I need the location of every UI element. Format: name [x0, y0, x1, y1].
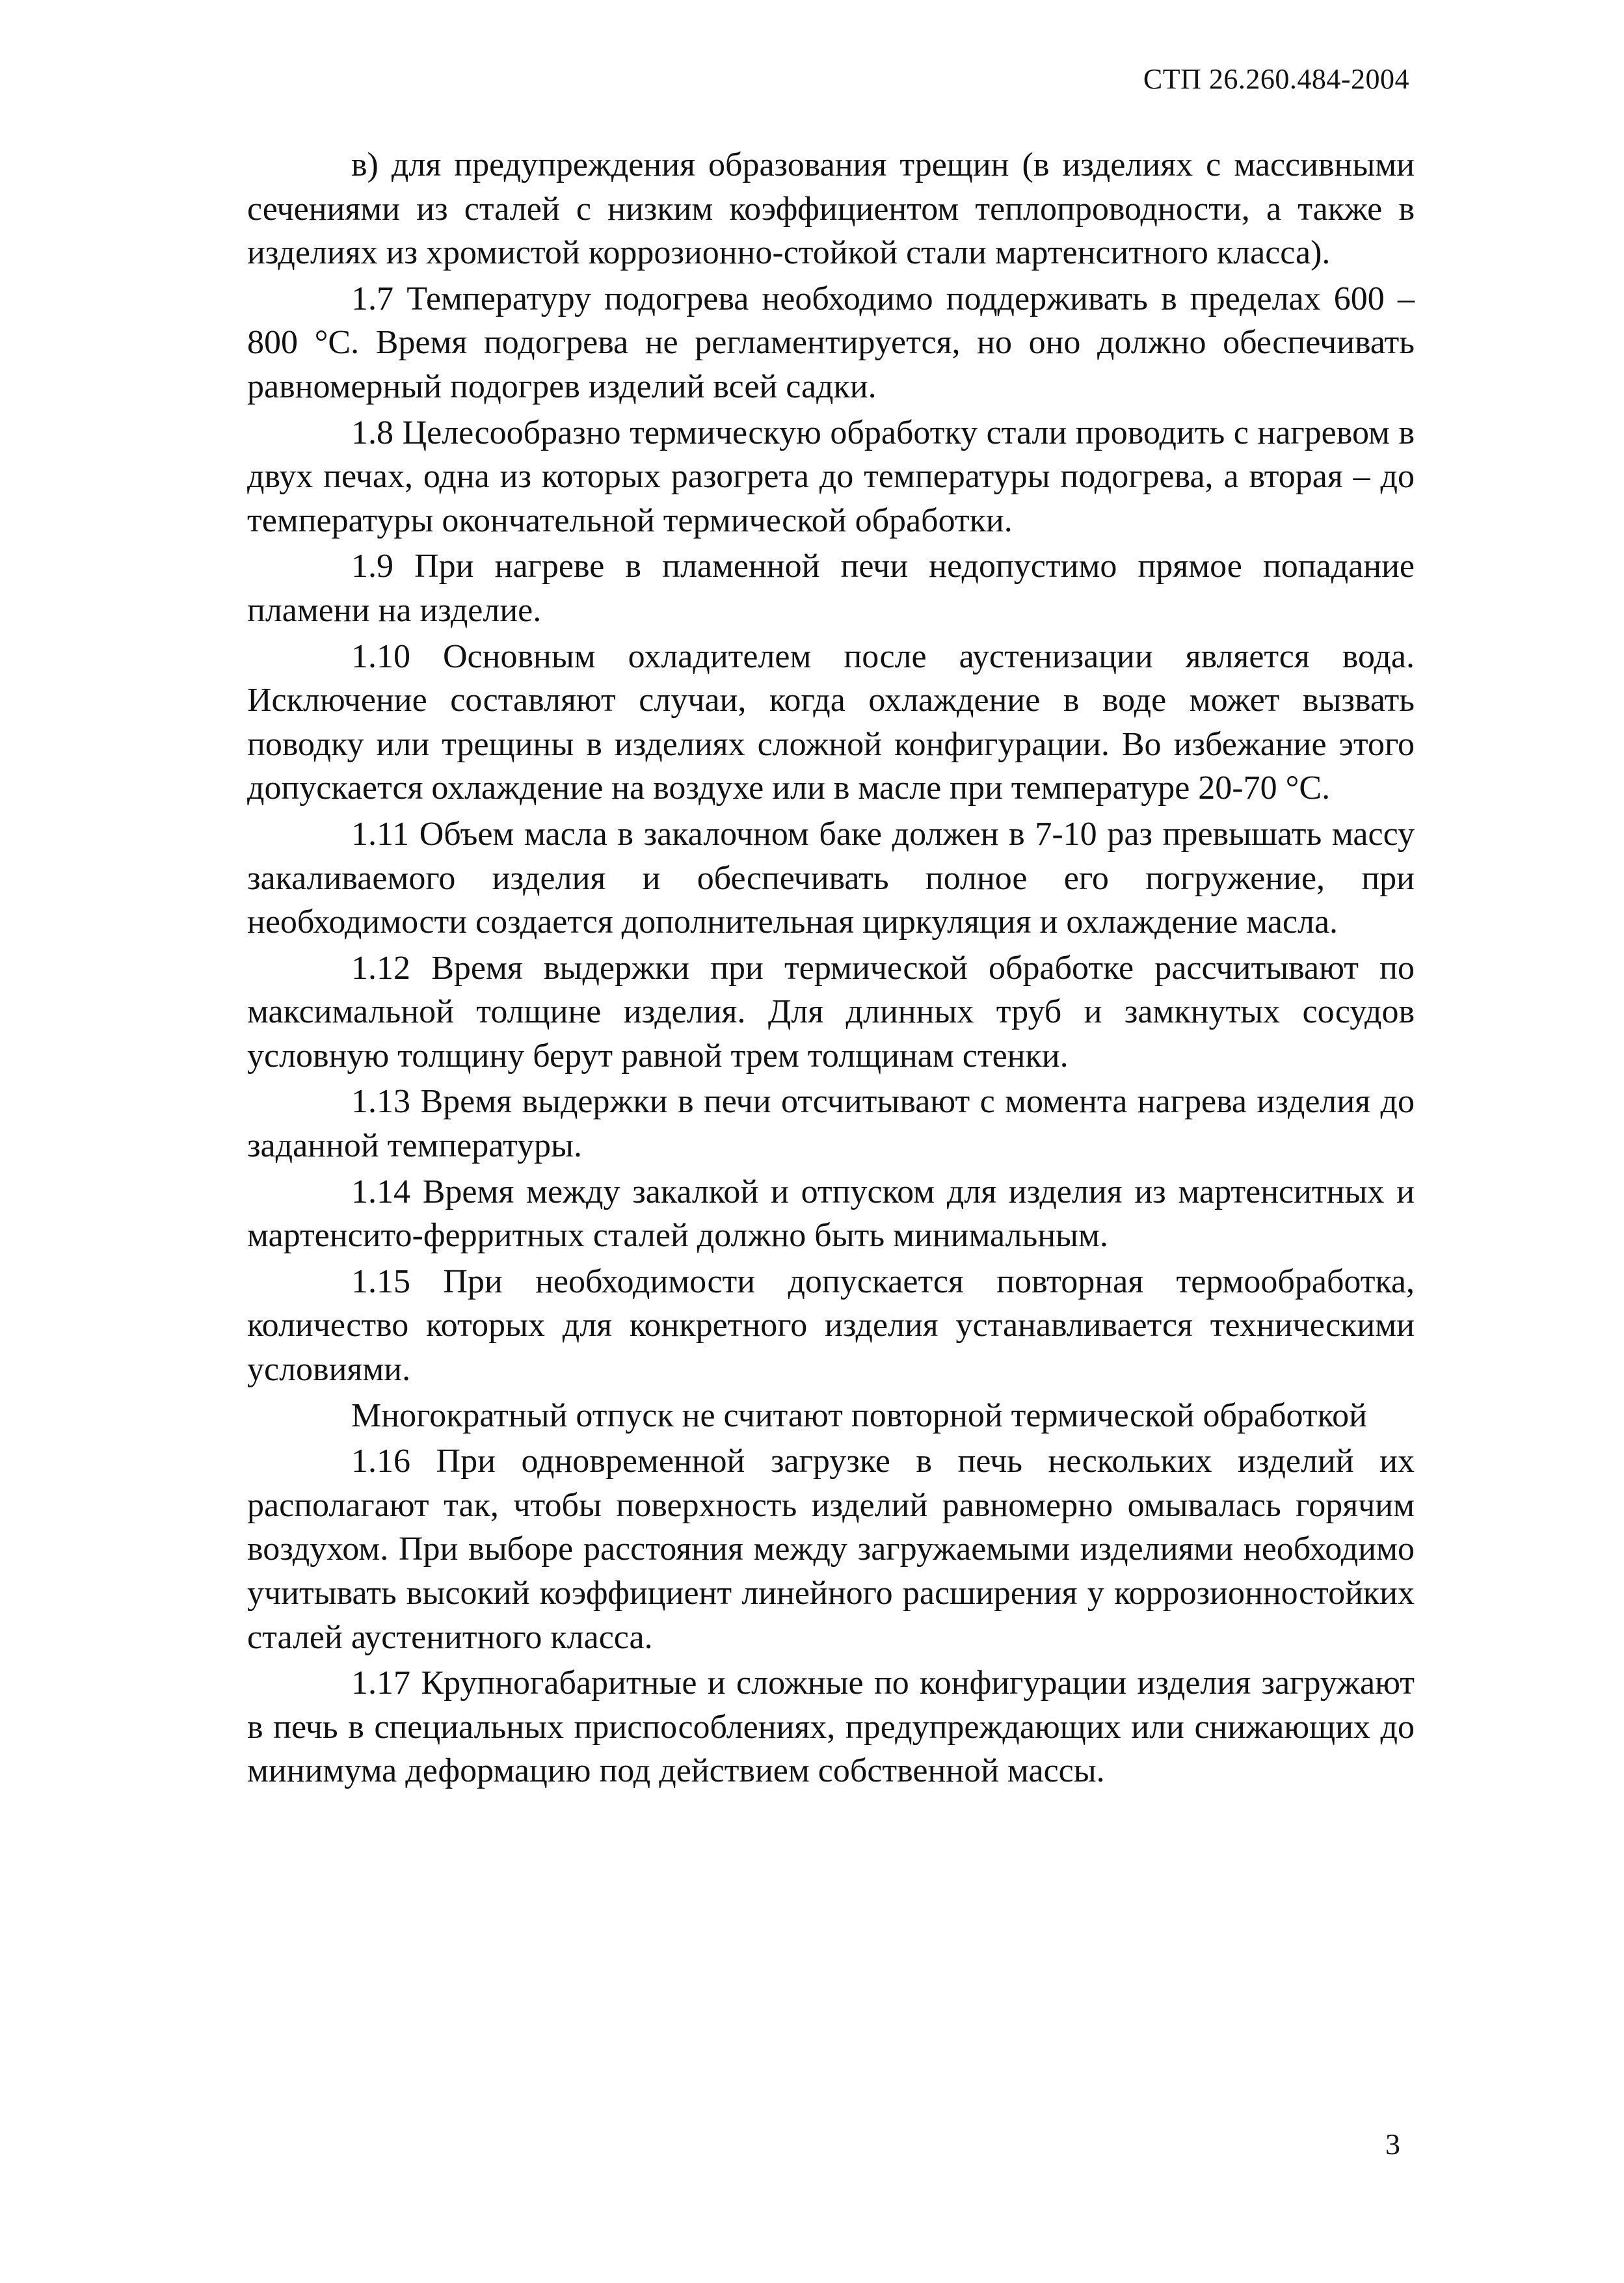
- document-code: СТП 26.260.484-2004: [1143, 63, 1409, 95]
- paragraph-1-15: 1.15 При необходимости допускается повторная термообработка, количество которых для конкретного изделия устанавливается техническими условиями.: [247, 1262, 1415, 1389]
- paragraph-1-12: 1.12 Время выдержки при термической обработке рассчитывают по максимальной толщине изделия. Для длинных труб и замкнутых сосудов условную толщину берут равной трем толщинам стенки.: [247, 949, 1415, 1075]
- paragraph-1-13: 1.13 Время выдержки в печи отсчитывают с момента нагрева изделия до заданной температуры.: [247, 1083, 1415, 1165]
- paragraph-1-9: 1.9 При нагреве в пламенной печи недопустимо прямое попадание пламени на изделие.: [247, 548, 1415, 629]
- paragraph-1-10: 1.10 Основным охладителем после аустенизации является вода. Исключение составляют случаи, когда охлаждение в воде может вызвать поводку или трещины в изделиях сложной конфигурации. Во избежание этого допускается охлаждение на воздухе или в масле при температуре 20-70 °С.: [247, 637, 1415, 807]
- paragraph-1-11: 1.11 Объем масла в закалочном баке должен в 7-10 раз превышать массу закаливаемого изделия и обеспечивать полное его погружение, при необходимости создается дополнительная циркуляция и охлаждение масла.: [247, 815, 1415, 941]
- paragraph-note-tempering: Многократный отпуск не считают повторной термической обработкой: [351, 1396, 1367, 1434]
- page-number: 3: [1385, 2128, 1400, 2161]
- paragraph-1-16: 1.16 При одновременной загрузке в печь нескольких изделий их располагают так, чтобы поверхность изделий равномерно омывалась горячим воздухом. При выборе расстояния между загружаемыми изделиями необходимо учитывать высокий коэффициент линейного расширения у коррозионностойких сталей аустенитного класса.: [247, 1443, 1415, 1656]
- paragraph-1-17: 1.17 Крупногабаритные и сложные по конфигурации изделия загружают в печь в специальных приспособлениях, предупреждающих или снижающих до минимума деформацию под действием собственной массы.: [247, 1664, 1415, 1790]
- paragraph-1-8: 1.8 Целесообразно термическую обработку стали проводить с нагревом в двух печах, одна из которых разогрета до температуры подогрева, а вторая – до температуры окончательной термической обработки.: [247, 414, 1415, 539]
- paragraph-1-7: 1.7 Температуру подогрева необходимо поддерживать в пределах 600 – 800 °С. Время подогрева не регламентируется, но оно должно обеспечивать равномерный подогрев изделий всей садки.: [247, 280, 1415, 405]
- document-body: [247, 143, 1415, 1793]
- paragraph-1-14: 1.14 Время между закалкой и отпуском для изделия из мартенситных и мартенсито-ферритных сталей должно быть минимальным.: [247, 1173, 1415, 1255]
- paragraph-list-item-v: в) для предупреждения образования трещин (в изделиях с массивными сечениями из сталей с низким коэффициентом теплопроводности, а также в изделиях из хромистой коррозионно-стойкой стали мартенситного класса).: [247, 146, 1415, 272]
